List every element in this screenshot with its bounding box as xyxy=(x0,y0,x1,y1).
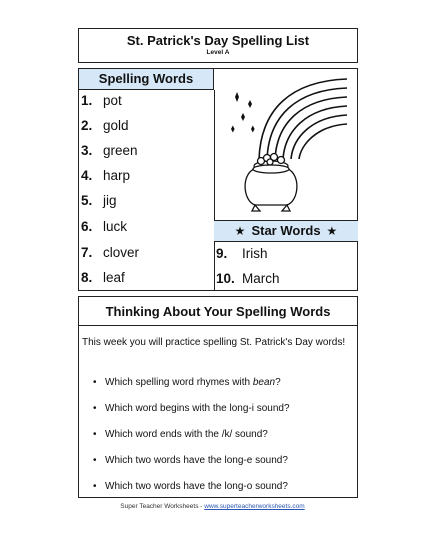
spelling-word: green xyxy=(103,143,138,158)
divider xyxy=(79,325,357,326)
star-word: March xyxy=(242,271,280,286)
word-number: 7. xyxy=(81,245,93,260)
question-item xyxy=(93,377,281,388)
spelling-word: leaf xyxy=(103,270,125,285)
question-item xyxy=(93,429,268,440)
spelling-words-box xyxy=(78,68,358,291)
rainbow-pot-of-gold-icon xyxy=(221,71,357,216)
star-icon: ★ xyxy=(234,224,246,238)
word-number: 5. xyxy=(81,193,93,208)
star-icon: ★ xyxy=(326,224,338,238)
word-number: 9. xyxy=(216,246,228,261)
bullet: • xyxy=(93,377,97,388)
spelling-word-row xyxy=(81,90,122,112)
spelling-word-row xyxy=(81,190,117,212)
spelling-word: harp xyxy=(103,168,131,183)
title-box xyxy=(78,28,358,63)
spelling-word: clover xyxy=(103,245,140,260)
page-title: St. Patrick's Day Spelling List xyxy=(126,33,310,48)
bullet: • xyxy=(93,455,97,466)
word-number: 8. xyxy=(81,270,93,285)
spelling-word-row xyxy=(81,140,138,162)
star-words-header xyxy=(214,221,358,242)
thinking-title: Thinking About Your Spelling Words xyxy=(105,304,331,319)
bullet: • xyxy=(93,403,97,414)
question-text: Which two words have the long-o sound? xyxy=(105,481,288,492)
question-text: Which two words have the long-e sound? xyxy=(105,455,288,466)
word-number: 2. xyxy=(81,118,93,133)
footer-text: Super Teacher Worksheets - xyxy=(120,503,205,510)
thinking-intro: This week you will practice spelling St. Patrick's Day words! xyxy=(82,337,346,348)
footer xyxy=(0,503,425,510)
bullet: • xyxy=(93,429,97,440)
word-number: 6. xyxy=(81,219,93,234)
spelling-word-row xyxy=(81,242,139,264)
word-number: 10. xyxy=(216,271,235,286)
question-item xyxy=(93,403,290,414)
star-words-title: Star Words xyxy=(251,223,321,238)
footer-link[interactable]: www.superteacherworksheets.com xyxy=(204,503,305,510)
question-text-end: ? xyxy=(275,377,281,388)
question-text: Which word begins with the long-i sound? xyxy=(105,403,290,414)
spelling-word: luck xyxy=(103,219,128,234)
star-words-box xyxy=(214,220,358,291)
question-item xyxy=(93,481,288,492)
word-number: 1. xyxy=(81,93,93,108)
question-text: Which word ends with the /k/ sound? xyxy=(105,429,268,440)
word-number: 3. xyxy=(81,143,93,158)
question-text: Which spelling word rhymes with xyxy=(105,377,253,388)
spelling-word: gold xyxy=(103,118,129,133)
question-emphasis: bean xyxy=(252,377,276,388)
word-number: 4. xyxy=(81,168,93,183)
spelling-words-header: Spelling Words xyxy=(79,69,214,90)
level-label: Level A xyxy=(206,49,230,56)
star-word-row xyxy=(216,243,268,265)
spelling-word-row xyxy=(81,165,130,187)
question-item xyxy=(93,455,288,466)
thinking-box xyxy=(78,296,358,498)
spelling-word-row xyxy=(81,267,125,289)
spelling-word: jig xyxy=(103,193,117,208)
spelling-word-row xyxy=(81,216,127,238)
star-word: Irish xyxy=(242,246,268,261)
spelling-word-row xyxy=(81,115,129,137)
star-word-row xyxy=(216,268,280,290)
bullet: • xyxy=(93,481,97,492)
spelling-word: pot xyxy=(103,93,122,108)
